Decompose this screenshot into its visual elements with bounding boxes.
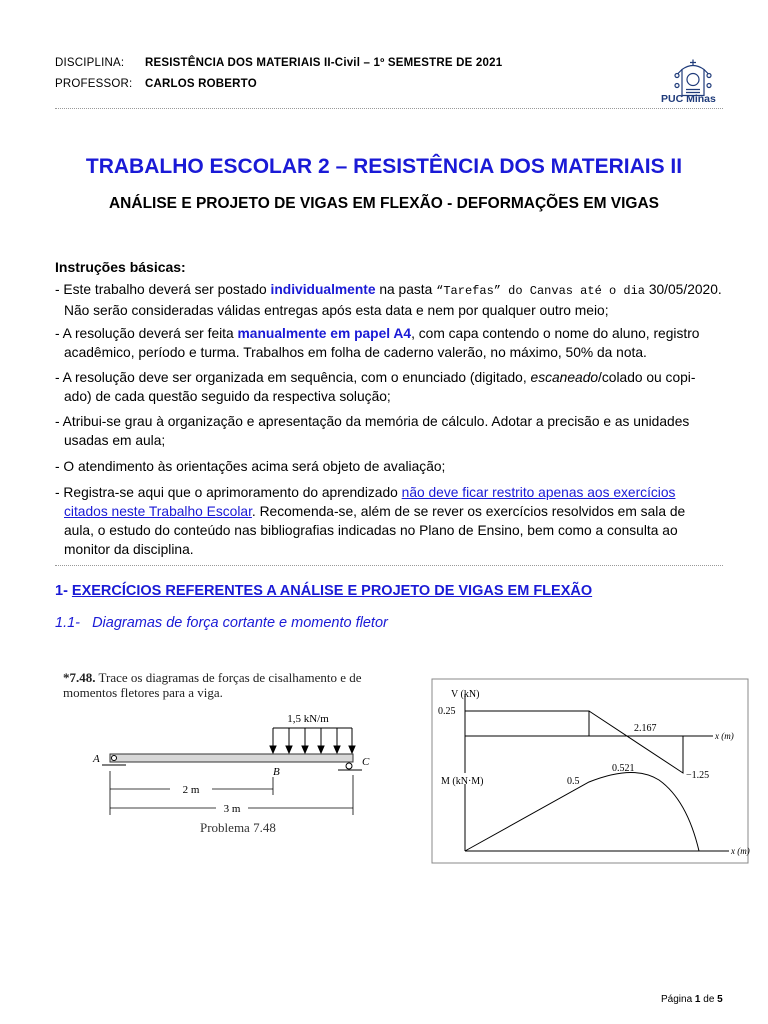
instruction-line xyxy=(55,324,725,343)
subsection-heading: 1.1- Diagramas de força cortante e momento fletor xyxy=(55,615,388,631)
text: - Este trabalho deverá ser postado xyxy=(55,282,271,297)
instruction-line: usadas em aula; xyxy=(64,433,166,448)
section-title: EXERCÍCIOS REFERENTES A ANÁLISE E PROJETO DE VIGAS EM FLEXÃO xyxy=(71,583,593,599)
discipline-label: DISCIPLINA: xyxy=(55,57,125,69)
text: 30/05/2020. xyxy=(645,282,722,297)
instruction-line: - O atendimento às orientações acima será objeto de avaliação; xyxy=(55,459,446,474)
instruction-item-6 xyxy=(55,483,725,559)
point-a: A xyxy=(93,753,100,765)
beam xyxy=(110,754,353,762)
instruction-item-3 xyxy=(55,368,725,406)
m-axis-label: M (kN·M) xyxy=(441,776,484,787)
page-footer xyxy=(661,994,723,1005)
instruction-line: ado) de cada questão seguido da respectiva solução; xyxy=(64,389,391,404)
v-axis-label: V (kN) xyxy=(451,689,480,700)
text: - A resolução deve ser organizada em sequência, com o enunciado (digitado, xyxy=(55,370,531,385)
problem-text: Trace os diagramas de forças de cisalhamento e de xyxy=(95,670,362,685)
problem-number: *7.48. xyxy=(63,670,96,685)
text: , com capa contendo o nome do aluno, registro xyxy=(411,326,700,341)
v-value-min: −1.25 xyxy=(686,770,710,781)
instruction-line xyxy=(55,368,725,387)
problem-caption: Problema 7.48 xyxy=(200,820,276,835)
instruction-line: aula, o estudo do conteúdo nas bibliografias indicadas no Plano de Ensino, bem como a consulta ao xyxy=(64,523,678,538)
point-c: C xyxy=(362,756,370,768)
discipline-line xyxy=(55,57,502,69)
problem-statement xyxy=(63,670,362,700)
text: . Recomenda-se, além de se rever os exercícios resolvidos em sala de xyxy=(251,504,686,519)
v-value-025: 0.25 xyxy=(438,706,456,717)
instruction-item-4 xyxy=(55,412,725,450)
m-value-max: 0.521 xyxy=(612,763,635,774)
distributed-load-arrows xyxy=(270,728,355,753)
x-axis-label: x (m) xyxy=(715,731,734,741)
problem-text: momentos fletores para a viga. xyxy=(63,685,223,700)
recommendation-link[interactable]: citados neste Trabalho Escolar xyxy=(64,504,252,519)
m-value-05: 0.5 xyxy=(567,776,580,787)
emphasis: manualmente em papel A4 xyxy=(237,326,412,341)
recommendation-link[interactable]: não deve ficar restrito apenas aos exercícios xyxy=(401,485,676,500)
page-total: 5 xyxy=(717,994,723,1005)
page-label: Página xyxy=(661,994,695,1005)
header-divider xyxy=(55,108,723,109)
instruction-line: monitor da disciplina. xyxy=(64,542,194,557)
professor-label: PROFESSOR: xyxy=(55,78,133,90)
professor-line xyxy=(55,78,257,90)
dimension-2m: 2 m xyxy=(182,784,200,796)
beam-figure xyxy=(90,705,390,820)
page-number: 1 xyxy=(694,994,701,1005)
instruction-line: - Atribui-se grau à organização e apresentação da memória de cálculo. Adotar a precisão e as unidades xyxy=(55,414,690,429)
instruction-line xyxy=(55,280,725,301)
discipline-value: RESISTÊNCIA DOS MATERIAIS II-Civil – 1º SEMESTRE DE 2021 xyxy=(145,57,503,69)
page-subtitle: ANÁLISE E PROJETO DE VIGAS EM FLEXÃO - DEFORMAÇÕES EM VIGAS xyxy=(108,195,660,212)
page-of: de xyxy=(700,994,718,1005)
shear-moment-diagram xyxy=(429,676,751,866)
roller-support-icon xyxy=(346,763,352,769)
instruction-item-2 xyxy=(55,324,725,362)
emphasis: escaneado xyxy=(530,370,599,385)
v-zero-crossing: 2.167 xyxy=(634,723,657,734)
logo-text: PUC Minas xyxy=(661,93,716,105)
section-number: 1- xyxy=(55,583,72,599)
m-x-axis-label: x (m) xyxy=(731,846,750,856)
instructions-heading: Instruções básicas: xyxy=(55,259,186,275)
text: /colado ou copi- xyxy=(598,370,696,385)
emphasis: individualmente xyxy=(270,282,376,297)
text: - A resolução deverá ser feita xyxy=(55,326,238,341)
instruction-line: Não serão consideradas válidas entregas após esta data e nem por qualquer outro meio; xyxy=(64,303,609,318)
instruction-line: acadêmico, período e turma. Trabalhos em folha de caderno valerão, no máximo, 50% da nota. xyxy=(64,345,647,360)
instruction-line xyxy=(55,502,725,521)
professor-value: CARLOS ROBERTO xyxy=(145,78,257,90)
text: na pasta xyxy=(375,282,437,297)
text: “Tarefas” do Canvas até o dia xyxy=(436,284,645,298)
instruction-line xyxy=(55,483,725,502)
pin-support-icon xyxy=(112,756,117,761)
point-b: B xyxy=(273,766,280,778)
load-label: 1,5 kN/m xyxy=(287,713,329,725)
instruction-item-5 xyxy=(55,457,725,476)
dimension-3m: 3 m xyxy=(223,803,241,815)
section-divider xyxy=(55,565,723,566)
page-title: TRABALHO ESCOLAR 2 – RESISTÊNCIA DOS MATERIAIS II xyxy=(85,155,683,178)
section-heading xyxy=(55,583,592,599)
instruction-item-1 xyxy=(55,280,725,320)
text: - Registra-se aqui que o aprimoramento do aprendizado xyxy=(55,485,402,500)
